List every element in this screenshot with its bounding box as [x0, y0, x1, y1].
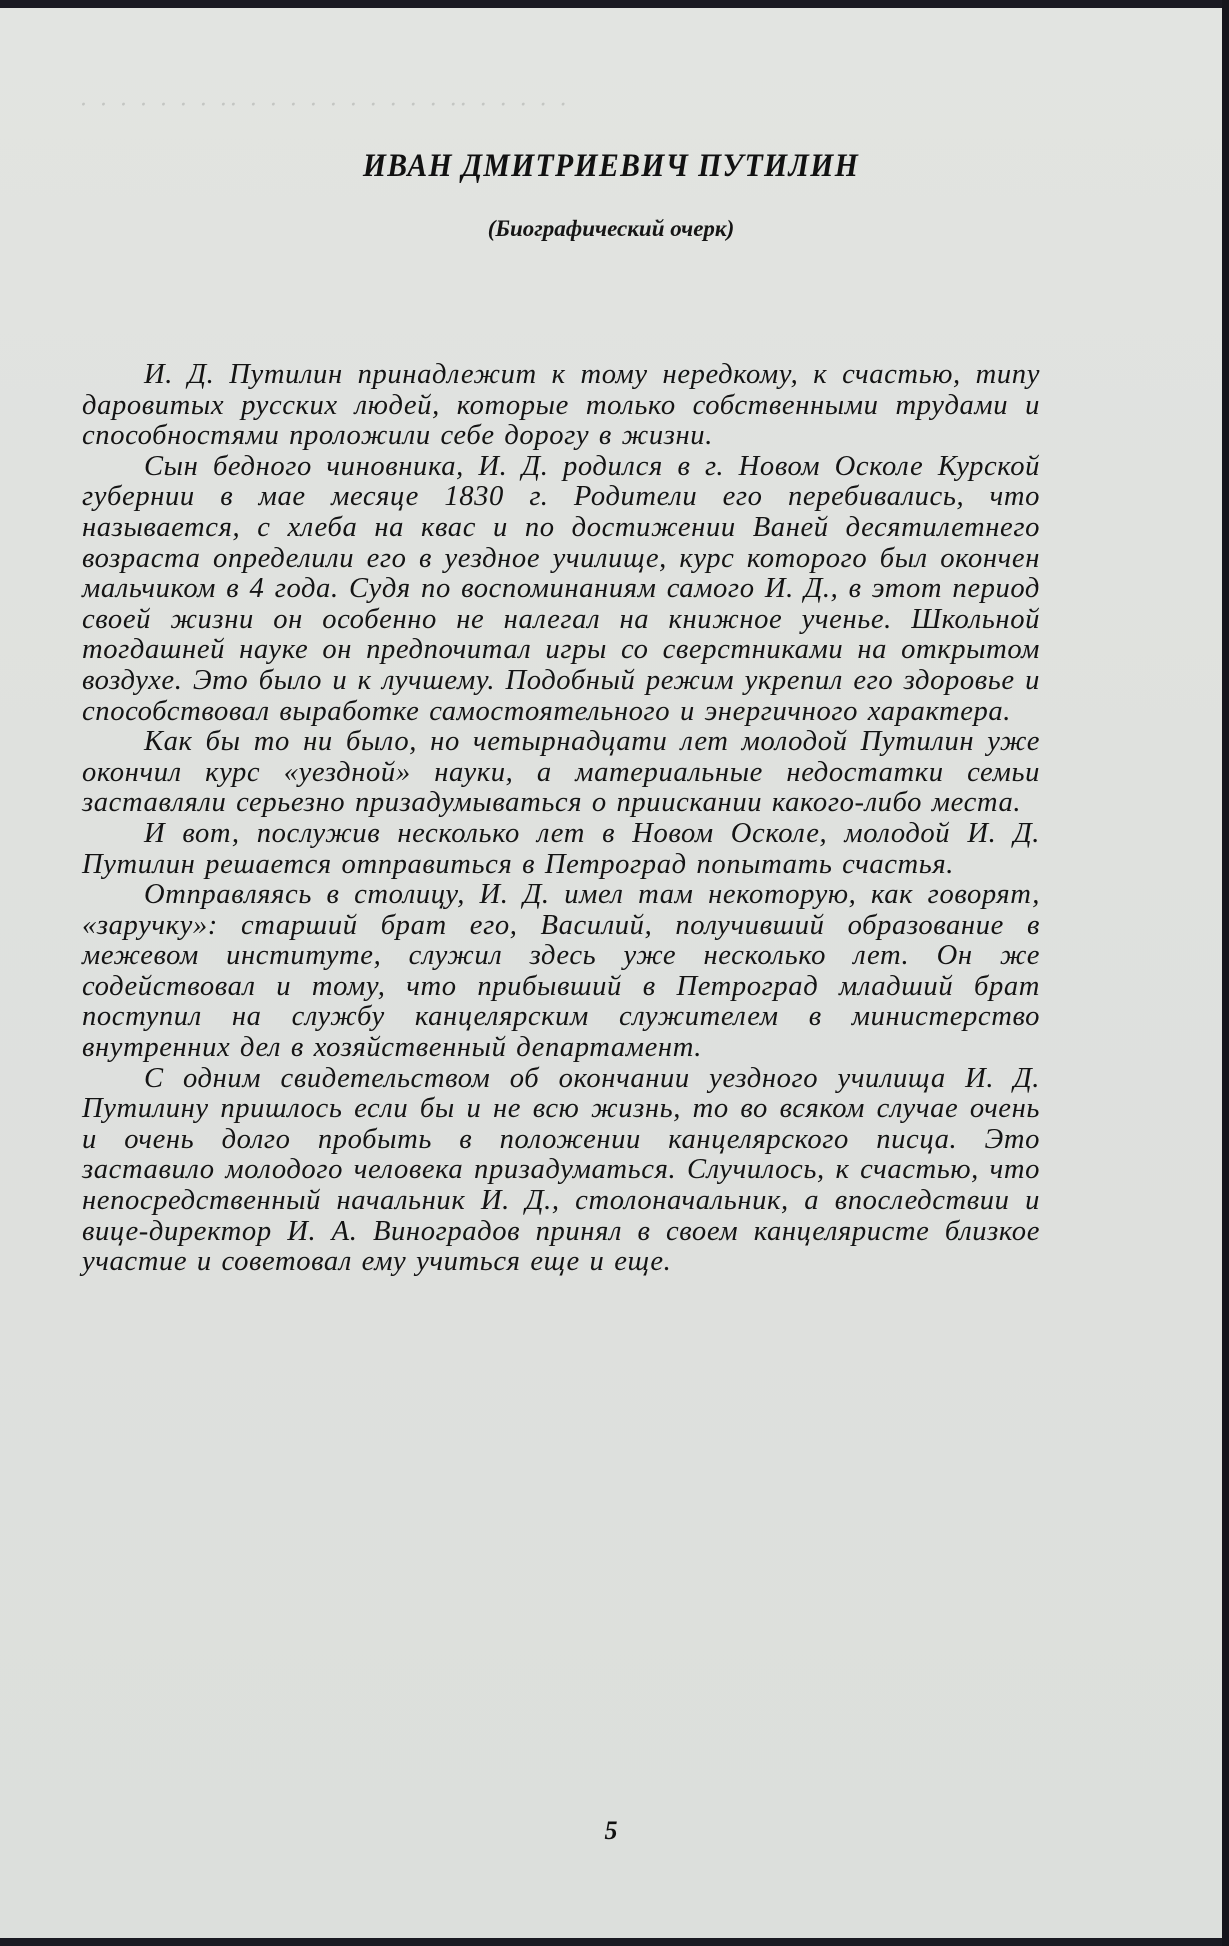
paragraph: И. Д. Путилин принадлежит к тому нередкому, к счастью, типу даровитых русских людей, которые только собственными трудами и способностями проложили себе дорогу в жизни.	[82, 359, 1040, 452]
body-text	[82, 360, 1040, 1278]
chapter-title: ИВАН ДМИТРИЕВИЧ ПУТИЛИН	[362, 148, 860, 184]
paragraph: Как бы то ни было, но четырнадцати лет молодой Путилин уже окончил курс «уездной» науки, а материальные недостатки семьи заставляли серьезно призадумываться о приискании какого-либо места.	[82, 726, 1040, 819]
paragraph: И вот, послужив несколько лет в Новом Осколе, молодой И. Д. Путилин решается отправиться в Петроград попытать счастья.	[82, 817, 1040, 880]
paragraph: С одним свидетельством об окончании уездного училища И. Д. Путилину пришлось если бы и не всю жизнь, то во всяком случае очень и очень долго пробыть в положении канцелярского писца. Это заставило молодого человека призадуматься. Случилось, к счастью, что непосредственный начальник И. Д., столоначальник, а впоследствии и вице-директор И. А. Виноградов принял в своем канцеляристе близкое участие и советовал ему учиться еще и еще.	[82, 1062, 1040, 1278]
paragraph: Отправляясь в столицу, И. Д. имел там некоторую, как говорят, «заручку»: старший брат его, Василий, получивший образование в межевом институте, служил здесь уже несколько лет. Он же содействовал и тому, что прибывший в Петроград младший брат поступил на службу канцелярским служителем в министерство внутренних дел в хозяйственный департамент.	[82, 879, 1040, 1064]
chapter-subtitle: (Биографический очерк)	[487, 216, 735, 241]
page-number: 5	[604, 1816, 618, 1845]
paragraph: Сын бедного чиновника, И. Д. родился в г. Новом Осколе Курской губернии в мае месяце 1830 г. Родители его перебивались, что называется, с хлеба на квас и по достижении Ваней десятилетнего возраста определили его в уездное училище, курс которого был окончен мальчиком в 4 года. Судя по воспоминаниям самого И. Д., в этот период своей жизни он особенно не налегал на книжное ученье. Школьной тогдашней науке он предпочитал игры со сверстниками на открытом воздухе. Это было и к лучшему. Подобный режим укрепил его здоровье и способствовал выработке самостоятельного и энергичного характера.	[82, 450, 1040, 727]
page-edge-shadow	[1222, 0, 1229, 1946]
book-page	[0, 8, 1222, 1938]
show-through-text: · · · · · · · ·· · · · · · · · · · · ·· · · · · ·	[80, 93, 570, 118]
